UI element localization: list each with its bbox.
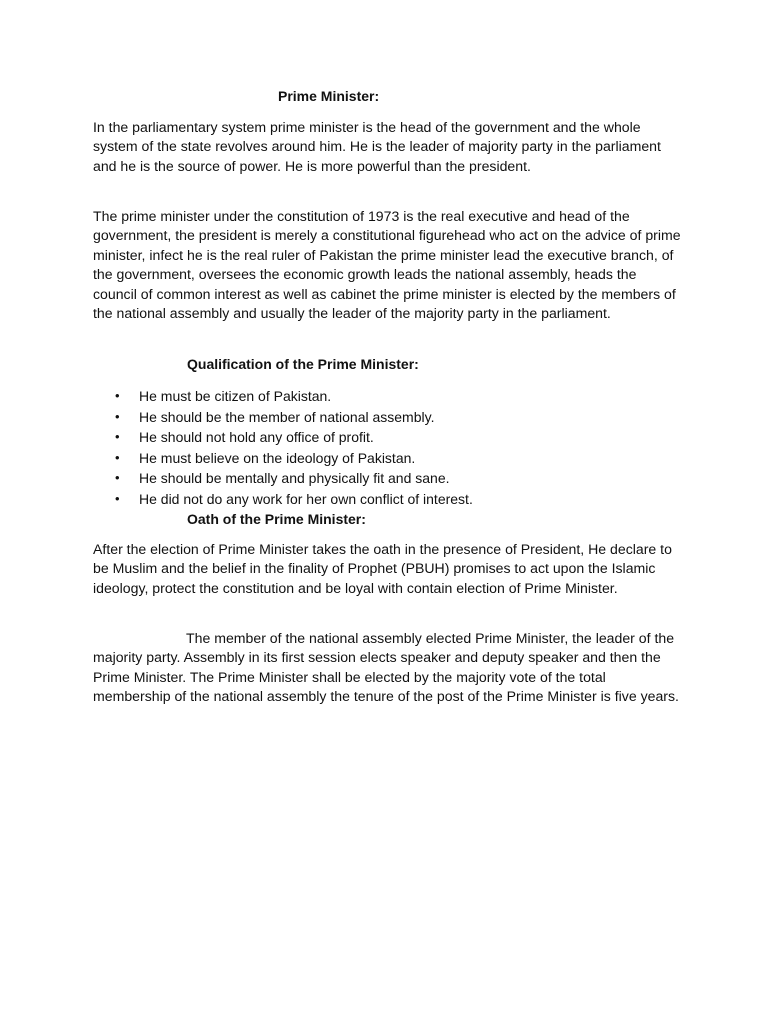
list-item [115, 407, 675, 428]
list-item [115, 427, 675, 448]
list-item-text: He should not hold any office of profit. [139, 429, 374, 445]
bullet-icon: • [115, 388, 120, 403]
list-item [115, 489, 675, 510]
bullet-icon: • [115, 429, 120, 444]
page-title: Prime Minister: [278, 88, 380, 104]
list-item-text: He must be citizen of Pakistan. [139, 388, 332, 404]
bullet-icon: • [115, 470, 120, 485]
qualification-list [115, 386, 675, 509]
list-item-text: He did not do any work for her own conflict of interest. [139, 490, 473, 507]
qualification-heading: Qualification of the Prime Minister: [187, 356, 419, 372]
bullet-icon: • [115, 449, 120, 465]
list-item [115, 448, 675, 469]
bullet-icon: • [115, 408, 120, 424]
bullet-icon: • [115, 490, 120, 506]
oath-paragraph: After the election of Prime Minister takes the oath in the presence of President, He declare to be Muslim and the belief in the finality of Prophet (PBUH) promises to act upon the Islamic ideology, protect the constitution and be loyal with contain election of Prime Minister. [93, 541, 672, 596]
list-item-text: He should be mentally and physically fit and sane. [139, 470, 450, 486]
election-paragraph: The member of the national assembly elected Prime Minister, the leader of the majority party. Assembly in its first session elects speaker and deputy speaker and then the Prime Minister. The Prime Minister shall be elected by the majority vote of the total membership of the national assembly the tenure of the post of the Prime Minister is five years. [93, 630, 679, 705]
list-item-text: He should be the member of national assembly. [139, 408, 435, 425]
list-item [115, 386, 675, 407]
list-item [115, 468, 675, 489]
intro-paragraph: In the parliamentary system prime minister is the head of the government and the whole system of the state revolves around him. He is the leader of majority party in the parliament and he is the source of power. He is more powerful than the president. [93, 119, 661, 174]
list-item-text: He must believe on the ideology of Pakistan. [139, 449, 416, 466]
constitution-paragraph: The prime minister under the constitution of 1973 is the real executive and head of the government, the president is merely a constitutional figurehead who act on the advice of prime minister, infect he is the real ruler of Pakistan the prime minister lead the executive branch, of the government, oversees the economic growth leads the national assembly, heads the council of common interest as well as cabinet the prime minister is elected by the members of the national assembly and usually the leader of the majority party in the parliament. [93, 208, 681, 322]
oath-heading: Oath of the Prime Minister: [187, 511, 366, 527]
